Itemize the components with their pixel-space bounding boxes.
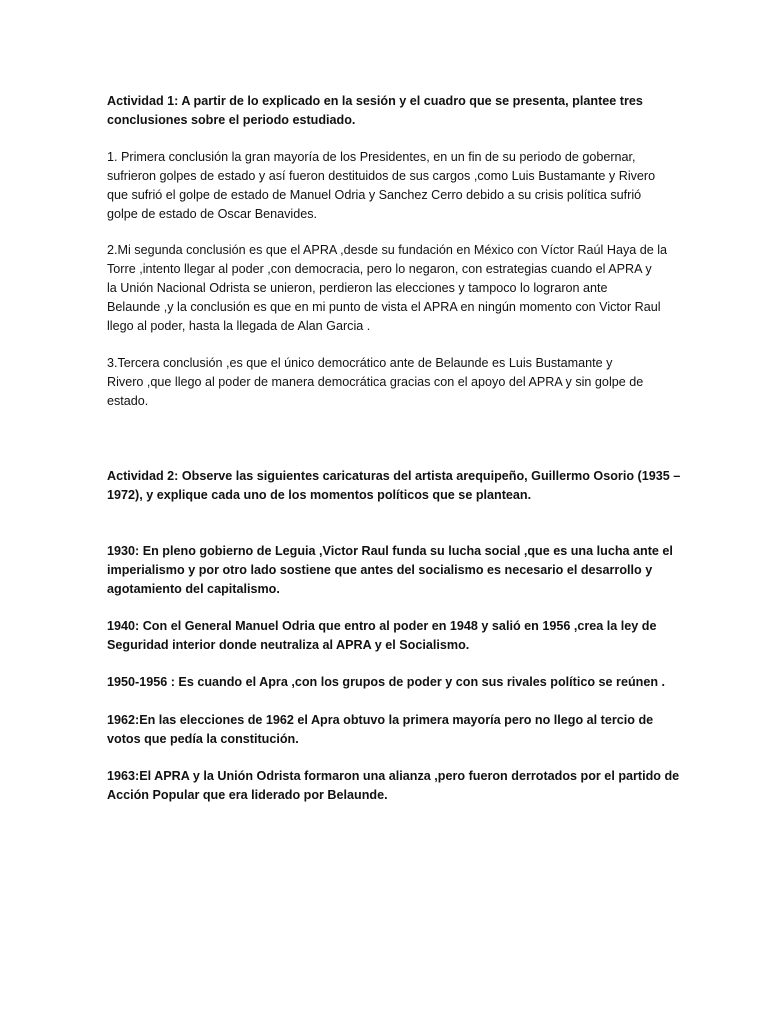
moment-line: 1930: En pleno gobierno de Leguia ,Victor Raul funda su lucha social ,que es una lucha ante el — [107, 544, 673, 558]
activity1-title — [107, 92, 667, 130]
moment-1940 — [107, 617, 667, 655]
activity2-title-line: Actividad 2: Observe las siguientes caricaturas del artista arequipeño, Guillermo Osorio (1935 – — [107, 469, 681, 483]
moment-line: 1962:En las elecciones de 1962 el Apra obtuvo la primera mayoría pero no llego al tercio de — [107, 713, 654, 727]
moment-1963 — [107, 767, 680, 805]
moment-line: 1950-1956 : Es cuando el Apra ,con los grupos de poder y con sus rivales político se reúnen . — [107, 675, 666, 689]
activity1-title-line: conclusiones sobre el periodo estudiado. — [107, 113, 356, 127]
conclusion-line: estado. — [107, 394, 149, 408]
moment-line: imperialismo y por otro lado sostiene que antes del socialismo es necesario el desarrollo y — [107, 563, 653, 577]
moment-line: Acción Popular que era liderado por Belaunde. — [107, 788, 388, 802]
moment-line: votos que pedía la constitución. — [107, 732, 299, 746]
conclusion-3 — [107, 354, 667, 411]
conclusion-line: 1. Primera conclusión la gran mayoría de los Presidentes, en un fin de su periodo de gobernar, — [107, 150, 636, 164]
moment-line: Seguridad interior donde neutraliza al APRA y el Socialismo. — [107, 638, 470, 652]
conclusion-line: 2.Mi segunda conclusión es que el APRA ,desde su fundación en México con Víctor Raúl Haya de la — [107, 243, 668, 257]
conclusion-line: Rivero ,que llego al poder de manera democrática gracias con el apoyo del APRA y sin golpe de — [107, 375, 644, 389]
conclusion-line: Torre ,intento llegar al poder ,con democracia, pero lo negaron, con estrategias cuando el APRA y — [107, 262, 652, 276]
conclusion-line: que sufrió el golpe de estado de Manuel Odria y Sanchez Cerro debido a su crisis política sufrió — [107, 188, 642, 202]
conclusion-line: llego al poder, hasta la llegada de Alan Garcia . — [107, 319, 371, 333]
moment-1962 — [107, 711, 667, 749]
conclusion-1 — [107, 148, 667, 224]
moment-line: agotamiento del capitalismo. — [107, 582, 280, 596]
moment-1930 — [107, 542, 673, 599]
conclusion-line: golpe de estado de Oscar Benavides. — [107, 207, 318, 221]
conclusion-line: sufrieron golpes de estado y así fueron destituidos de sus cargos ,como Luis Bustamante y Rivero — [107, 169, 656, 183]
conclusion-2 — [107, 241, 667, 336]
conclusion-line: Belaunde ,y la conclusión es que en mi punto de vista el APRA en ningún momento con Victor Raul — [107, 300, 661, 314]
activity1-title-line: Actividad 1: A partir de lo explicado en la sesión y el cuadro que se presenta, plantee tres — [107, 94, 643, 108]
moment-line: 1963:El APRA y la Unión Odrista formaron una alianza ,pero fueron derrotados por el partido de — [107, 769, 680, 783]
activity2-title-line: 1972), y explique cada uno de los momentos políticos que se plantean. — [107, 488, 532, 502]
conclusion-line: la Unión Nacional Odrista se unieron, perdieron las elecciones y tampoco lo lograron ante — [107, 281, 608, 295]
moment-line: 1940: Con el General Manuel Odria que entro al poder en 1948 y salió en 1956 ,crea la ley de — [107, 619, 657, 633]
conclusion-line: 3.Tercera conclusión ,es que el único democrático ante de Belaunde es Luis Bustamante y — [107, 356, 613, 370]
moment-1950-1956 — [107, 673, 667, 692]
activity2-title — [107, 467, 681, 505]
